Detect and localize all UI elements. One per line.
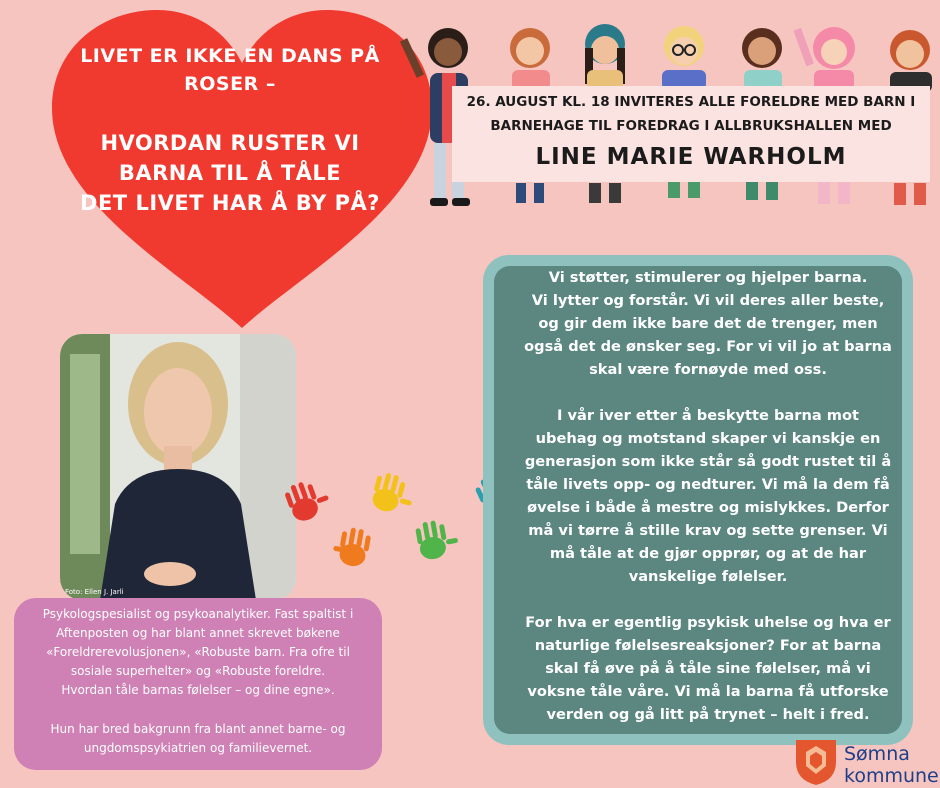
logo-line-1: Sømna: [844, 743, 910, 765]
text-line: må tåle at de gjør opprør, og at de har: [549, 545, 867, 562]
text-line: tåle livets opp- og nedturer. Vi må la dem få: [526, 476, 890, 493]
headline-line-2: HVORDAN RUSTER VI: [100, 131, 360, 155]
headline-line-3: BARNA TIL Å TÅLE: [118, 161, 342, 185]
text-line: øvelse i både å mestre og mislykkes. Derfor: [527, 499, 889, 516]
bio-line: «Foreldrerevolusjonen», «Robuste barn. Fra ofre til: [46, 645, 350, 659]
handprint-icon: [331, 525, 372, 569]
text-line: må vi tørre å stille krav og sette grenser. Vi: [528, 522, 888, 539]
handprint-icon: [369, 470, 417, 517]
event-banner: [452, 86, 930, 182]
bio-paragraph-1: [20, 605, 376, 700]
main-paragraph-1: [523, 266, 893, 381]
text-line: Vi lytter og forstår. Vi vil deres aller beste,: [531, 292, 885, 309]
text-line: ubehag og motstand skaper vi kanskje en: [535, 430, 881, 447]
bio-line: sosiale superhelter» og «Robuste foreldre.: [70, 664, 326, 678]
municipality-logo-text: [844, 743, 939, 787]
bio-line: Aftenposten og har blant annet skrevet bøkene: [56, 626, 340, 640]
bio-paragraph-2: [20, 720, 376, 758]
text-line: generasjon som ikke står så godt rustet til å: [524, 453, 892, 470]
speaker-photo: [60, 334, 296, 600]
main-text: [523, 266, 893, 726]
text-line: og gir dem ikke bare det de trenger, men: [538, 315, 878, 332]
text-line: skal være fornøyde med oss.: [589, 361, 827, 378]
headline-line-4: DET LIVET HAR Å BY PÅ?: [80, 191, 380, 215]
handprint-icon: [283, 475, 334, 524]
handprints-decoration: [266, 460, 496, 580]
text-line: For hva er egentlig psykisk uhelse og hva er: [525, 614, 891, 631]
text-line: verden og gå litt på trynet – helt i fred.: [546, 706, 870, 723]
handprint-icon: [414, 517, 460, 561]
headline: [55, 42, 405, 218]
bio-line: Psykologspesialist og psykoanalytiker. Fast spaltist i: [42, 607, 354, 621]
speaker-bio: [14, 598, 382, 770]
text-line: også det de ønsker seg. For vi vil jo at barna: [524, 338, 892, 355]
text-line: voksne tåle våre. Vi må la barna få utforske: [527, 683, 889, 700]
main-paragraph-3: [523, 611, 893, 726]
headline-line-1: LIVET ER IKKE EN DANS PÅ ROSER –: [80, 45, 380, 95]
text-line: I vår iver etter å beskytte barna mot: [557, 407, 859, 424]
text-line: naturlige følelsesreaksjoner? For at barna: [534, 637, 882, 654]
banner-line-2: BARNEHAGE TIL FOREDRAG I ALLBRUKSHALLEN MED: [490, 118, 892, 134]
logo-line-2: kommune: [844, 765, 939, 787]
text-line: vanskelige følelser.: [628, 568, 788, 585]
banner-line-1: 26. AUGUST KL. 18 INVITERES ALLE FORELDRE MED BARN I: [466, 94, 916, 110]
shield-icon: [794, 738, 838, 786]
text-line: Vi støtter, stimulerer og hjelper barna.: [548, 269, 868, 286]
speaker-name: LINE MARIE WARHOLM: [535, 144, 847, 170]
bio-line: Hun har bred bakgrunn fra blant annet barne- og: [50, 722, 346, 736]
bio-line: Hvordan tåle barnas følelser – og dine egne».: [61, 683, 335, 697]
text-line: skal få øve på å tåle sine følelser, må vi: [545, 660, 871, 677]
photo-credit: Foto: Ellen J. Jarli: [65, 588, 124, 596]
main-paragraph-2: [523, 404, 893, 588]
bio-line: ungdomspsykiatrien og familievernet.: [83, 741, 313, 755]
portrait-image: [60, 334, 296, 600]
